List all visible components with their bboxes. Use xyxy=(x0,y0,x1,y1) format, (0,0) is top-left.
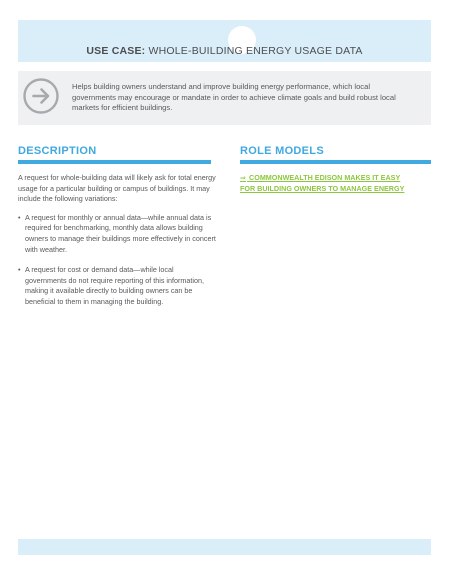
link-arrow-icon: ⇒ xyxy=(240,173,247,182)
description-paragraph: A request for whole-building data will likely ask for total energy usage for a particular building or campus of buildings. It may include the following variations: xyxy=(18,173,216,204)
description-heading: DESCRIPTION xyxy=(18,145,97,157)
role-models-rule xyxy=(240,160,431,164)
bullet-text: A request for monthly or annual data—while annual data is required for benchmarking, monthly data allows building owners to manage their buildings more effectively in concert with weather. xyxy=(25,212,216,254)
description-rule xyxy=(18,160,211,164)
role-model-link-label: COMMONWEALTH EDISON MAKES IT EASY FOR BUILDING OWNERS TO MANAGE ENERGY xyxy=(240,173,405,193)
title-prefix: USE CASE: xyxy=(86,45,146,57)
header-band xyxy=(18,20,431,62)
role-model-link-comed[interactable] xyxy=(240,173,410,194)
bullet-dot: • xyxy=(18,212,21,222)
page-title xyxy=(18,45,431,57)
list-item xyxy=(18,265,216,307)
title-text: WHOLE-BUILDING ENERGY USAGE DATA xyxy=(148,45,363,57)
bullet-dot: • xyxy=(18,265,21,275)
role-models-heading: ROLE MODELS xyxy=(240,145,324,157)
intro-text: Helps building owners understand and improve building energy performance, which local governments may encourage or mandate in order to achieve climate goals and build robust local markets for efficient buildings. xyxy=(72,82,396,113)
footer-band xyxy=(18,539,431,555)
arrow-right-circle-icon xyxy=(22,77,60,115)
description-body xyxy=(18,173,216,318)
bullet-text: A request for cost or demand data—while local governments do not require reporting of this information, making it available directly to building owners can be beneficial to them in managing the building. xyxy=(25,265,204,306)
intro-box xyxy=(18,71,431,125)
list-item xyxy=(18,213,216,255)
